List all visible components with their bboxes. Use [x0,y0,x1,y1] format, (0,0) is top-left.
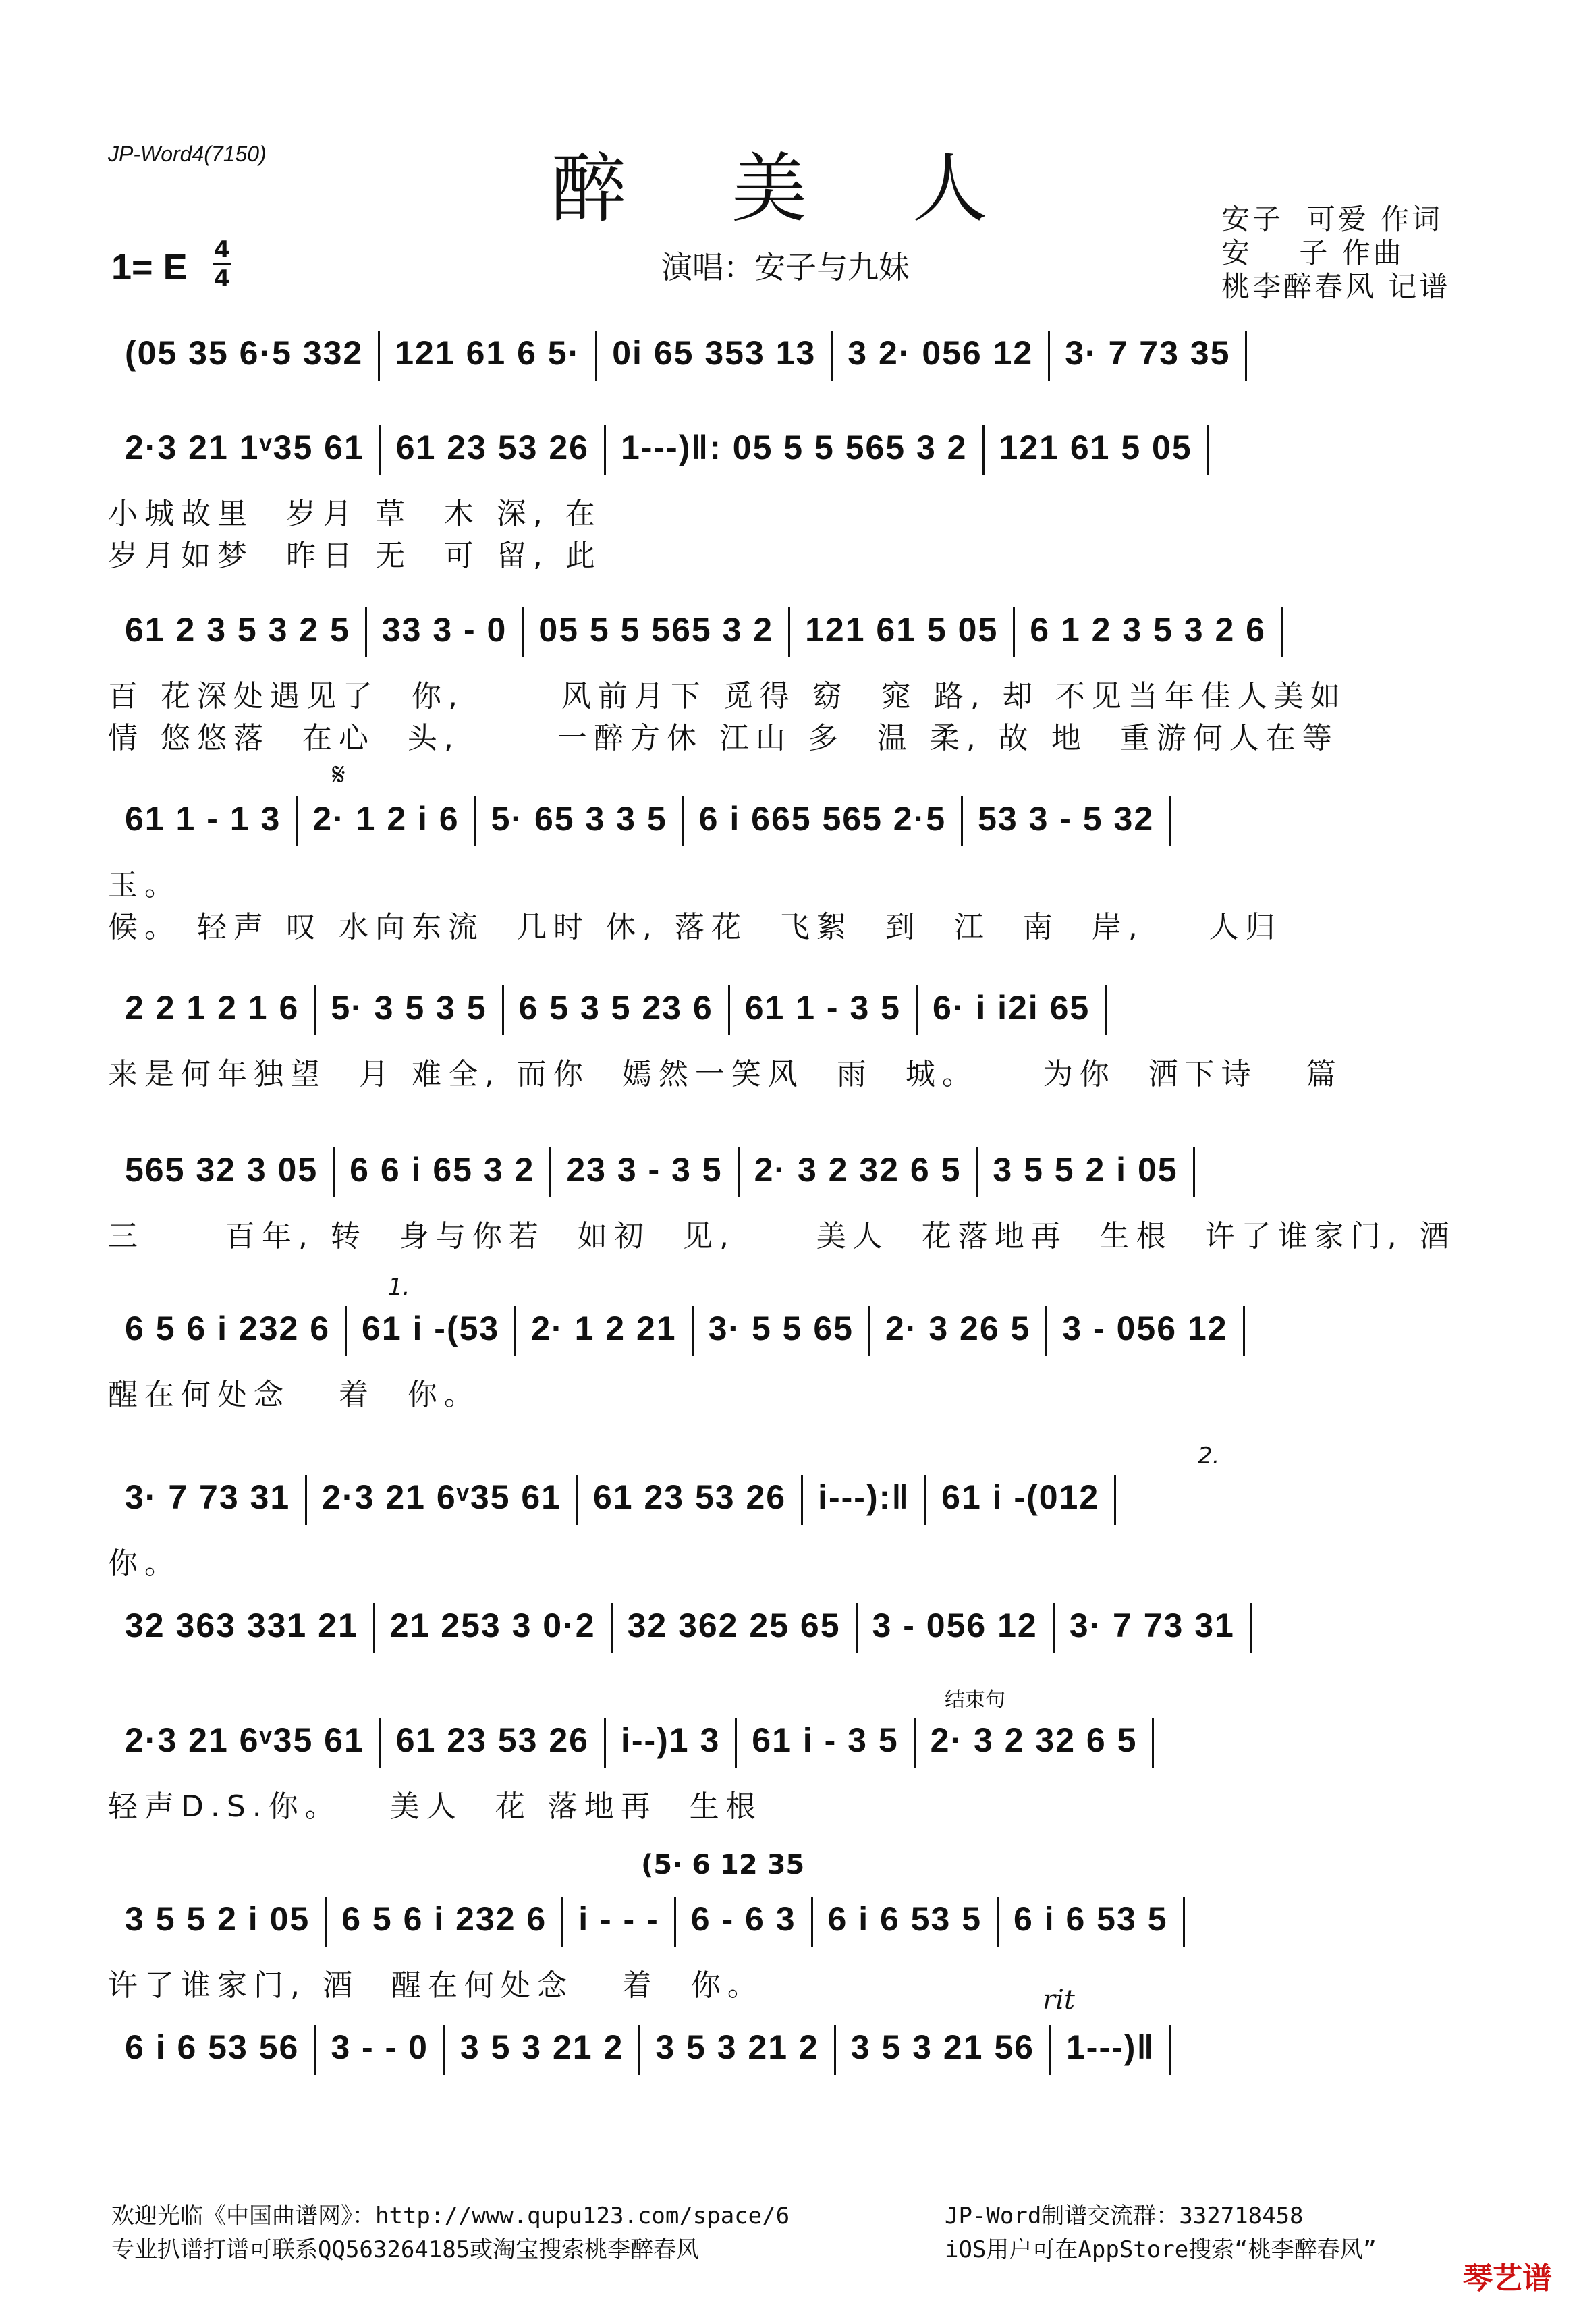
measure: 6 5 3 5 23 6 [518,989,713,1027]
measure: 61 i - 3 5 [752,1721,899,1760]
time-signature-top: 4 [214,236,230,263]
lyric-line: 小城故里 岁月 草 木 深, 在 [108,497,602,531]
measure: 2·3 21 1ᵛ35 61 [125,429,364,467]
barline [595,331,597,381]
barline [924,1475,926,1525]
barline [604,425,606,475]
barline [997,1897,999,1947]
lyric-line: 许了谁家门, 酒 醒在何处念 着 你。 [108,1968,764,2003]
barline [682,796,684,846]
measure: 2·3 21 6ᵛ35 61 [322,1478,561,1517]
measure: 3 5 3 21 2 [655,2028,819,2067]
measure: 6 i 6 53 56 [125,2028,300,2067]
measure: 121 61 6 5· [395,334,581,373]
measure: 2· 3 26 5 [885,1309,1031,1348]
measure: 61 1 - 3 5 [744,989,901,1027]
measure: 6 i 6 53 5 [1014,1900,1168,1939]
barline [1250,1603,1252,1653]
measure: 3 5 3 21 2 [460,2028,624,2067]
transcriber-credit: 桃李醉春风 记谱 [1221,270,1451,303]
barline [522,607,524,657]
barline [325,1897,327,1947]
barline [1169,2025,1171,2075]
measure: 3· 5 5 65 [708,1309,854,1348]
software-label: JP-Word4(7150) [108,142,267,166]
barline [314,985,316,1035]
barline [1045,1306,1047,1356]
measure: 6· i i2i 65 [932,989,1090,1027]
barline [1243,1306,1245,1356]
barline [1245,331,1247,381]
music-row [108,607,1464,668]
measure: 23 3 - 3 5 [566,1151,723,1189]
measure: 61 23 53 26 [395,1721,589,1760]
footer-contact: 专业扒谱打谱可联系QQ563264185或淘宝搜索桃李醉春风 [111,2236,700,2263]
measure: 3· 7 73 31 [1069,1606,1235,1645]
measure: 61 i -(53 [362,1309,500,1348]
barline [611,1603,613,1653]
measure: 53 3 - 5 32 [978,800,1155,838]
barline [1281,607,1283,657]
measure: 3 5 3 21 56 [850,2028,1034,2067]
barline [474,796,476,846]
footer-website: 欢迎光临《中国曲谱网》：http://www.qupu123.com/space/6 [111,2203,790,2230]
barline [576,1475,578,1525]
key-signature: 1= E [111,247,188,288]
barline [549,1147,551,1197]
measure: 121 61 5 05 [805,611,999,649]
measure: 1---)‖: 05 5 5 565 3 2 [620,429,968,467]
measure: 565 32 3 05 [125,1151,318,1189]
lyric-line: 来是何年独望 月 难全, 而你 嫣然一笑风 雨 城。 为你 洒下诗 篇 [108,1057,1343,1091]
barline [788,607,790,657]
barline [1169,796,1171,846]
barline [502,985,504,1035]
measure: i---):‖ [818,1478,910,1517]
measure: 6 - 6 3 [690,1900,796,1939]
song-title: 醉 美 人 [551,145,1028,233]
music-row [108,1147,1464,1208]
music-row [108,1603,1464,1664]
measure: 3 2· 056 12 [848,334,1034,373]
footer-group: JP-Word制谱交流群：332718458 [945,2203,1304,2230]
barline [378,331,380,381]
music-row [108,1897,1464,1957]
measure: 61 23 53 26 [395,429,589,467]
measure: (05 35 6·5 332 [125,334,364,373]
barline [834,2025,836,2075]
barline [961,796,963,846]
lyric-line: 岁月如梦 昨日 无 可 留, 此 [108,539,602,573]
measure: 61 1 - 1 3 [125,800,281,838]
lyric-line: 轻声D.S.你。 美人 花 落地再 生根 [108,1789,763,1824]
barline [728,985,730,1035]
music-row [108,2025,1464,2086]
volta-label: 1. [388,1274,410,1301]
barline [1183,1897,1185,1947]
lyric-line: 醒在何处念 着 你。 [108,1378,480,1412]
measure: 32 363 331 21 [125,1606,358,1645]
measure: 0i 65 353 13 [612,334,816,373]
intro-fill: (5· 6 12 35 [641,1849,805,1881]
barline [811,1897,813,1947]
barline [561,1897,563,1947]
singer: 演唱：安子与九妹 [661,249,910,286]
barline [604,1718,606,1768]
barline [801,1475,803,1525]
lyric-line: 玉。 [108,868,181,902]
barline [1114,1475,1116,1525]
time-signature [213,236,231,292]
measure: 32 362 25 65 [627,1606,841,1645]
barline [914,1718,916,1768]
tempo-marking: rit [1043,1984,1075,2016]
measure: 6 5 6 i 232 6 [341,1900,547,1939]
volta-label: 2. [1198,1442,1220,1469]
measure: i--)1 3 [620,1721,721,1760]
measure: 2·3 21 6ᵛ35 61 [125,1721,364,1760]
coda-label: 结束句 [945,1688,1005,1712]
barline [916,985,918,1035]
barline [333,1147,335,1197]
measure: 3 5 5 2 i 05 [125,1900,310,1939]
measure: i - - - [578,1900,659,1939]
site-logo: 琴艺谱 [1463,2261,1552,2296]
measure: 3 - - 0 [331,2028,428,2067]
barline [1053,1603,1055,1653]
barline [1049,2025,1051,2075]
barline [1207,425,1209,475]
barline [373,1603,375,1653]
composer-credit: 安 子 作曲 [1221,236,1404,269]
footer-ios: iOS用户可在AppStore搜索“桃李醉春风” [945,2236,1377,2263]
barline [674,1897,676,1947]
measure: 61 i -(012 [941,1478,1100,1517]
music-row [108,985,1464,1046]
barline [638,2025,640,2075]
barline [856,1603,858,1653]
measure: 3· 7 73 31 [125,1478,291,1517]
measure: 5· 65 3 3 5 [491,800,667,838]
measure: 6 i 6 53 5 [827,1900,982,1939]
barline [982,425,985,475]
lyric-line: 情 悠悠落 在心 头, 一醉方休 江山 多 温 柔, 故 地 重游何人在等 [108,721,1339,755]
barline [831,331,833,381]
music-row [108,331,1464,391]
measure: 33 3 - 0 [381,611,507,649]
measure: 1---)‖ [1065,2028,1155,2067]
barline [379,425,381,475]
lyricist-credit: 安子 可爱 作词 [1221,202,1443,236]
barline [443,2025,445,2075]
music-row [108,1718,1464,1779]
measure: 21 253 3 0·2 [389,1606,596,1645]
barline [514,1306,516,1356]
measure: 6 1 2 3 5 3 2 6 [1030,611,1266,649]
barline [365,607,367,657]
music-row [108,1475,1464,1536]
barline [1105,985,1107,1035]
barline [976,1147,978,1197]
barline [314,2025,316,2075]
measure: 6 5 6 i 232 6 [125,1309,331,1348]
music-row [108,425,1464,486]
barline [345,1306,347,1356]
measure: 3 - 056 12 [872,1606,1038,1645]
measure: 2· 1 2 21 [531,1309,677,1348]
barline [1048,331,1050,381]
barline [868,1306,870,1356]
measure: 6 6 i 65 3 2 [350,1151,535,1189]
measure: 6 i 665 565 2·5 [698,800,947,838]
barline [1152,1718,1154,1768]
measure: 3· 7 73 35 [1065,334,1231,373]
measure: 2· 1 2 i 6 [312,800,460,838]
measure: 2· 3 2 32 6 5 [754,1151,962,1189]
music-row [108,1306,1464,1367]
time-signature-bottom: 4 [214,265,230,292]
measure: 121 61 5 05 [999,429,1192,467]
barline [1013,607,1015,657]
barline [379,1718,381,1768]
barline [735,1718,737,1768]
barline [296,796,298,846]
measure: 05 5 5 565 3 2 [538,611,774,649]
measure: 3 5 5 2 i 05 [993,1151,1178,1189]
measure: 2 2 1 2 1 6 [125,989,300,1027]
lyric-line: 候。 轻声 叹 水向东流 几时 休, 落花 飞絮 到 江 南 岸, 人归 [108,910,1282,944]
measure: 5· 3 5 3 5 [331,989,487,1027]
lyric-line: 你。 [108,1546,181,1581]
lyric-line: 三 百年, 转 身与你若 如初 见, 美人 花落地再 生根 许了谁家门, 酒 [108,1219,1456,1253]
barline [305,1475,307,1525]
segno-sign: 𝄋 [332,756,345,792]
music-row [108,796,1464,857]
barline [738,1147,740,1197]
measure: 3 - 056 12 [1062,1309,1228,1348]
lyric-line: 百 花深处遇见了 你, 风前月下 觅得 窈 窕 路, 却 不见当年佳人美如 [108,679,1347,713]
measure: 2· 3 2 32 6 5 [930,1721,1138,1760]
barline [692,1306,694,1356]
barline [1193,1147,1195,1197]
measure: 61 23 53 26 [592,1478,787,1517]
measure: 61 2 3 5 3 2 5 [125,611,350,649]
